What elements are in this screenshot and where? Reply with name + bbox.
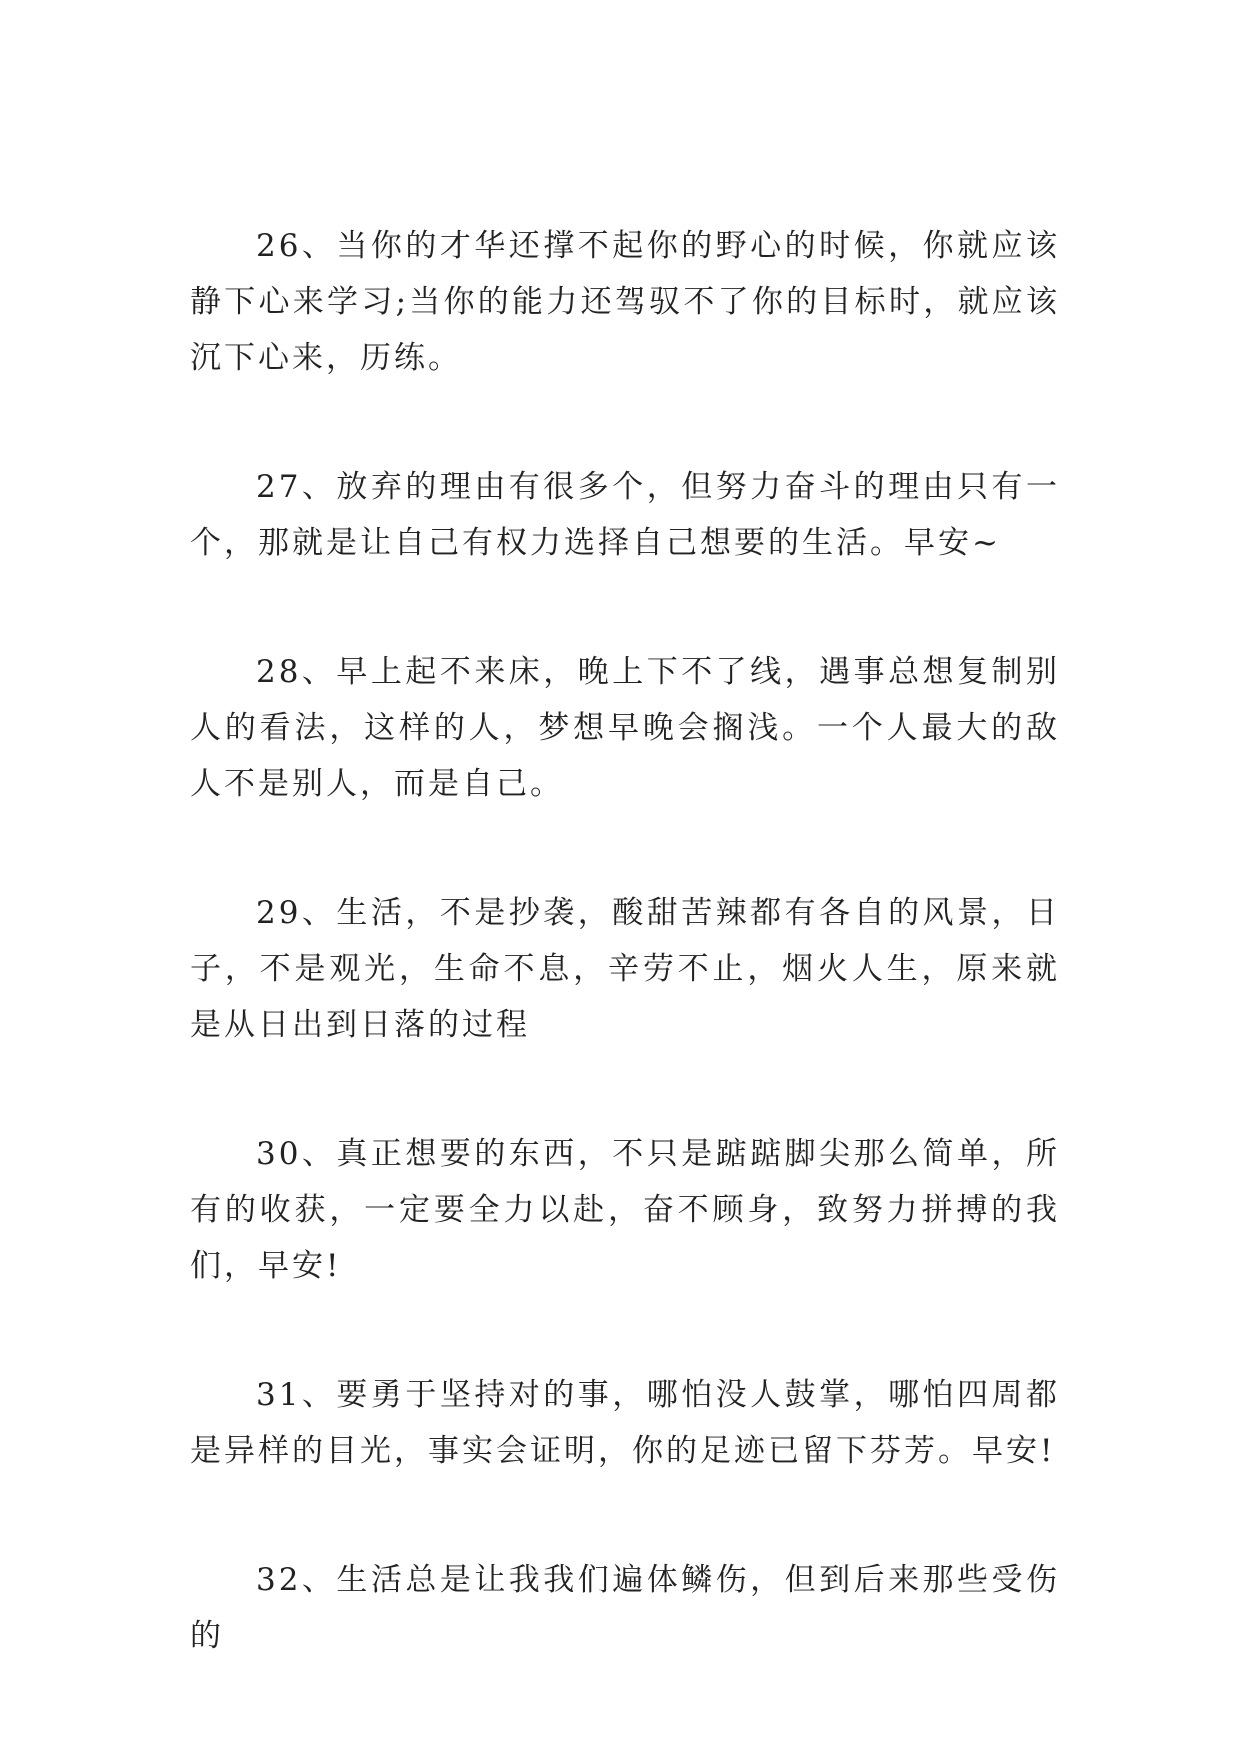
paragraph-32: 32、生活总是让我我们遍体鳞伤，但到后来那些受伤的 (190, 1562, 1060, 1654)
paragraph-30: 30、真正想要的东西，不只是踮踮脚尖那么简单，所有的收获，一定要全力以赴，奋不顾身，致努力拼搏的我们，早安! (190, 1136, 1060, 1284)
paragraph-28: 28、早上起不来床，晚上下不了线，遇事总想复制别人的看法，这样的人，梦想早晚会搁浅。一个人最大的敌人不是别人，而是自己。 (190, 654, 1060, 802)
paragraph-27: 27、放弃的理由有很多个，但努力奋斗的理由只有一个，那就是让自己有权力选择自己想要的生活。早安~ (190, 469, 1060, 561)
paragraph-31: 31、要勇于坚持对的事，哪怕没人鼓掌，哪怕四周都是异样的目光，事实会证明，你的足迹已留下芬芳。早安! (190, 1377, 1060, 1469)
paragraph-26: 26、当你的才华还撑不起你的野心的时候，你就应该静下心来学习;当你的能力还驾驭不了你的目标时，就应该沉下心来，历练。 (190, 228, 1060, 376)
document-body (190, 218, 1060, 1737)
paragraph-29: 29、生活，不是抄袭，酸甜苦辣都有各自的风景，日子，不是观光，生命不息，辛劳不止，烟火人生，原来就是从日出到日落的过程 (190, 895, 1060, 1043)
